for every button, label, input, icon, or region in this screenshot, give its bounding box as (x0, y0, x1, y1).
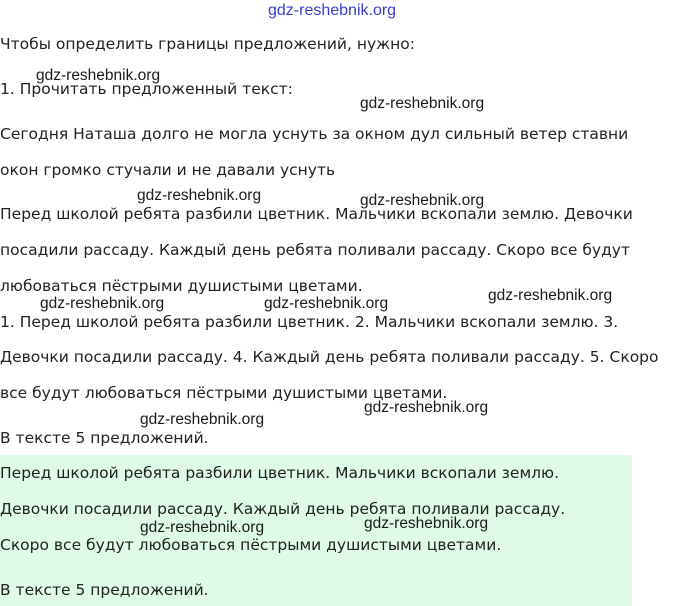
task-text-line-1: Перед школой ребята разбили цветник. Мальчики вскопали землю. Девочки (0, 205, 633, 223)
numbered-text-line-3: все будут любоваться пёстрыми душистыми цветами. (0, 384, 448, 402)
watermark: gdz-reshebnik.org (360, 192, 485, 209)
watermark: gdz-reshebnik.org (40, 295, 165, 312)
step-1-text: 1. Прочитать предложенный текст: (0, 80, 293, 98)
numbered-text-line-2: Девочки посадили рассаду. 4. Каждый день ребята поливали рассаду. 5. Скоро (0, 348, 659, 366)
watermark: gdz-reshebnik.org (36, 67, 161, 84)
numbered-text-line-1: 1. Перед школой ребята разбили цветник. 2. Мальчики вскопали землю. 3. (0, 313, 619, 331)
answer-line-2: Девочки посадили рассаду. Каждый день ребята поливали рассаду. (0, 500, 566, 518)
watermark-top: gdz-reshebnik.org (268, 2, 397, 19)
answer-line-4: В тексте 5 предложений. (0, 581, 209, 599)
watermark: gdz-reshebnik.org (137, 187, 262, 204)
source-text-line-1: Сегодня Наташа долго не могла уснуть за окном дул сильный ветер ставни (0, 125, 629, 143)
watermark: gdz-reshebnik.org (264, 295, 389, 312)
source-text-line-2: окон громко стучали и не давали уснуть (0, 161, 336, 179)
answer-line-1: Перед школой ребята разбили цветник. Мальчики вскопали землю. (0, 464, 560, 482)
watermark: gdz-reshebnik.org (140, 411, 265, 428)
answer-line-3: Скоро все будут любоваться пёстрыми душистыми цветами. (0, 536, 502, 554)
watermark: gdz-reshebnik.org (488, 287, 613, 304)
sentence-count-line: В тексте 5 предложений. (0, 429, 209, 447)
watermark: gdz-reshebnik.org (364, 515, 489, 532)
watermark: gdz-reshebnik.org (364, 399, 489, 416)
watermark: gdz-reshebnik.org (140, 519, 265, 536)
intro-text: Чтобы определить границы предложений, нужно: (0, 35, 415, 53)
watermark: gdz-reshebnik.org (360, 95, 485, 112)
task-text-line-3: любоваться пёстрыми душистыми цветами. (0, 277, 363, 295)
task-text-line-2: посадили рассаду. Каждый день ребята поливали рассаду. Скоро все будут (0, 241, 630, 259)
